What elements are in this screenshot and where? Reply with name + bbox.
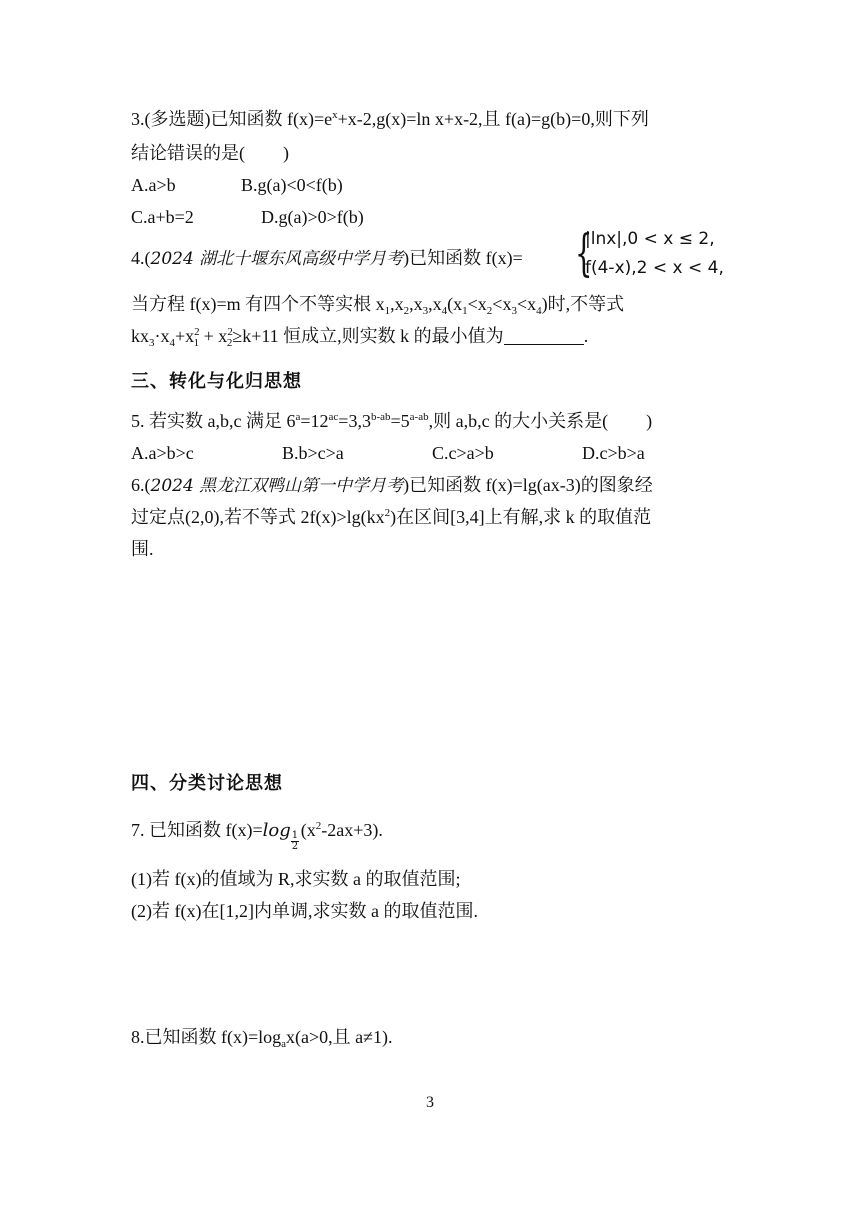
section-heading-4: 四、分类讨论思想 — [131, 773, 283, 794]
q6-stem-line2: 过定点(2,0),若不等式 $2f(x)>\lg(kx^2)$在区间[3,4]上有解,求 k 的取值范 — [131, 507, 652, 527]
q3-option-b: B.g(a)<0<f(b) — [241, 175, 343, 195]
q4-source: 2024 湖北十堰东风高级中学月考 — [150, 249, 404, 269]
q6-stem-line1: 6.(2024 黑龙江双鸭山第一中学月考)已知函数 f(x)=lg(ax-3)的图象经 — [131, 475, 653, 496]
answer-blank — [504, 326, 584, 345]
q7-stem: 7. 已知函数 f(x)=log $\frac{1}{2}$ $(x^2-2ax+3)$. — [131, 820, 383, 852]
q5-option-d: D.c>b>a — [582, 443, 645, 463]
q4-stem-line1: 4.(2024 湖北十堰东风高级中学月考)已知函数 f(x)= — [131, 248, 523, 269]
q4-case1: |lnx|,0 < x ≤ 2, — [585, 229, 715, 249]
q6-stem-line3: 围. — [131, 539, 154, 559]
q3-option-c: C.a+b=2 — [131, 207, 194, 227]
q4-stem-line3: $kx_3\cdot x_4+x^2_1 + x^2_2\ge k+11$ 恒成立,则实数 k 的最小值为 . — [131, 326, 589, 349]
log-base-half: log $\frac{1}{2}$ — [262, 820, 299, 852]
piecewise-brace: { — [575, 224, 593, 282]
q4-case2: f(4-x),2 < x < 4, — [585, 258, 724, 278]
q7-part1: (1)若 f(x)的值域为 R,求实数 a 的取值范围; — [131, 869, 461, 889]
page-number: 3 — [426, 1094, 434, 1111]
section-heading-3: 三、转化与化归思想 — [131, 371, 302, 392]
q3-option-d: D.g(a)>0>f(b) — [261, 207, 364, 227]
q5-option-c: C.c>a>b — [432, 443, 494, 463]
q5-option-a: A.a>b>c — [131, 443, 194, 463]
q3-stem-line1: 3.(多选题)已知函数 $f(x)=e^x+x-2,g(x)=\ln$ x+x-2,且 f(a)=g(b)=0,则下列 — [131, 109, 649, 129]
q7-part2: (2)若 f(x)在[1,2]内单调,求实数 a 的取值范围. — [131, 901, 478, 921]
q6-source: 2024 黑龙江双鸭山第一中学月考 — [150, 476, 404, 496]
q5-option-b: B.b>c>a — [282, 443, 344, 463]
q4-stem-line2: 当方程 f(x)=m 有四个不等实根 $x_1,x_2,x_3,x_4(x_1<x_2<x_3<x_4)$时,不等式 — [131, 294, 625, 317]
q5-stem: 5. 若实数 a,b,c 满足 $6^a=12^{ac}=3,3^{b-ab}=5^{a-ab}$,则 a,b,c 的大小关系是( ) — [131, 411, 653, 431]
q3-option-a: A.a>b — [131, 175, 176, 195]
q8-stem: 8.已知函数 $f(x)=\log_ax(a>0$,且 a≠1). — [131, 1027, 393, 1050]
q3-stem-line2: 结论错误的是( ) — [131, 143, 289, 163]
